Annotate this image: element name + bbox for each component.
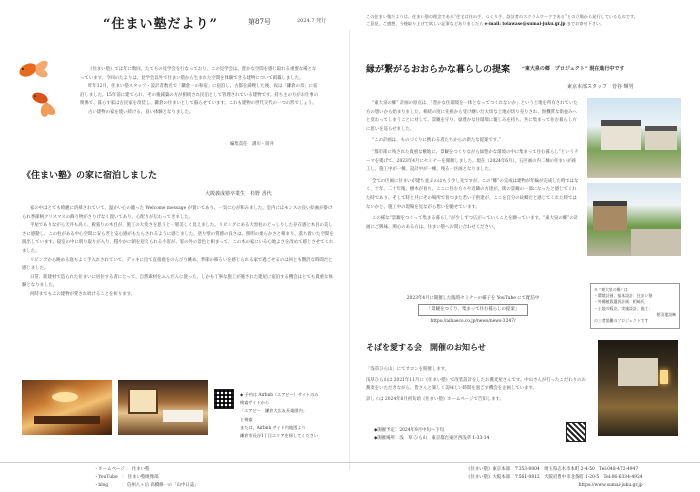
event-info — [374, 427, 489, 444]
partners-line: の三者協働のプロジェクトです — [594, 318, 649, 324]
booking-note-line: 検索サイトから — [240, 400, 270, 406]
partners-line: 相羽建設㈱ — [656, 311, 676, 317]
newsletter-title: “住まい塾だより” — [103, 17, 218, 32]
article3-title: そばを愛する会 開催のお知らせ — [366, 342, 486, 352]
project-partners-box — [590, 283, 680, 329]
project-houses-photo — [587, 98, 681, 178]
partners-line: ※ “東大泉の郷” は — [594, 287, 628, 292]
footer-divider — [0, 462, 700, 463]
article1-author: 大阪義成塾卒業生 杉野 香代 — [205, 191, 272, 197]
partners-line: ・土地の販売、実施設計、施工： — [594, 305, 653, 311]
bed-shape — [163, 410, 203, 422]
article3-body — [366, 366, 590, 406]
contact-email[interactable]: e-mail: toiawase@sumai-juku.gr.jp — [484, 21, 566, 26]
footer-website-link[interactable]: https://www.sumai-juku.gr.jp — [578, 483, 643, 488]
living-room-photo — [22, 380, 112, 435]
pendant-lamp-shape — [52, 392, 78, 402]
event-place: ◆開催場所：浅 草 ひら山 東京都台東区西浅草 1-33-14 — [374, 436, 490, 442]
project-street-photo — [587, 183, 681, 256]
video-url-link[interactable]: https://aibaeco.co.jp/news/news-3247/ — [430, 319, 516, 324]
booking-note-line: または、Airbnb サイト内地図より — [240, 424, 306, 430]
article2-body — [366, 100, 580, 235]
bedroom-photo — [118, 380, 208, 435]
intro-paragraph: 《住まい塾》では年に数回、たてもの見学会を行なっており、この見学会は、豊かな空間を感じ取れる重要な場となっています。今回のたよりは、見学会以外で住まい塾から生まれた空間を体験できる建物について掲載しました。 — [80, 67, 317, 81]
header-note — [366, 13, 696, 27]
booking-note-line: 「エアビー 鎌倉大広＆長楽園内」 — [240, 408, 307, 414]
airbnb-qr-code-icon[interactable] — [214, 389, 234, 409]
article1-body — [22, 205, 334, 300]
header-note-line1: この住まい塾だよりは、住まい塾の理念である“住宅は住み手、つくり手、設計者のスクラムワークである”との立場から発行しているものです。 — [366, 14, 638, 19]
header-note-line2-text: ご意見、ご感想、今後取り上げて欲しい記事などありましたら — [366, 21, 484, 26]
footer-tokyo-office: 《住まい塾》東京本部 〒353-0004 埼玉県志木市本町 2-4-50 Tel:048-472-4947 — [466, 467, 639, 472]
article2-subtitle: “東大泉の郷 プロジェクト” 現在進行中です — [522, 66, 625, 72]
intro-paragraph: 古い建物の家を使い続ける、良い体験となりました。 — [88, 109, 194, 115]
lantern-shape — [660, 370, 668, 384]
house-shape — [593, 201, 627, 231]
article1-title: 《住まい塾》の家に宿泊しました — [22, 171, 158, 181]
article1-paragraph: 家の中はとても綺麗に清掃されていて、温かい心の籠った Welcome message が置いてあり、一気に心が和みました。室内にはモンスの良い絵画が掛けられ季節柄クリスマスの飾り物がさりげなく置いてあり、心配りが伝わってきました。 — [22, 206, 333, 220]
table-shape — [34, 416, 100, 424]
issue-date: 2024.7 発行 — [297, 18, 327, 24]
booking-note-line: と検索 — [240, 416, 253, 422]
booking-note-line: 鎌倉市長谷1丁目エリアを探してください — [240, 433, 319, 439]
footer-osaka-office: 《住まい塾》大阪本部 〒561-0812 大阪府豊中市北条町 1-20-5 Tel:06-6334-4924 — [466, 475, 643, 480]
header-note-line2 — [366, 20, 696, 27]
event-date: ◆開催予定：2024年9月中旬〜下旬 — [374, 428, 445, 433]
article2-paragraph: “都市部に残された貴重な敷地に、景観をつくりながら緑豊かな環境の中に集まって住む暮らし”というテーマを掲げて、2023年4月にセミナーを開催しました。現在（2024年6月）、五区画の内二棟の住まいが竣工し、施工中が一棟、設計中が一棟、残る一区画となりました。 — [366, 149, 579, 173]
article1-paragraph: リビングから眺める庭もよく手入れされていて、デッキに出て直接庭をのんびり眺め、季節の移ろいを感じられる家で過ごせるのは何とも贅沢な時間だと感じました。 — [22, 257, 333, 272]
partners-line: ・環境計画、基本設計：住まい塾 — [594, 293, 653, 299]
header-note-line2-end: までお寄せ下さい。 — [566, 21, 605, 26]
booking-notes — [240, 391, 345, 440]
article3-paragraph: 「浅草ひら山」にてサロンを開催します。 — [366, 367, 450, 372]
article1-paragraph: 何時までもこの建物が愛され続けることを祈ります。 — [30, 291, 136, 297]
booking-note-line: ◆ 予約は Airbnb（エアビー）サイトのみ — [240, 392, 319, 397]
article2-title: 縁が繋がるおおらかな暮らしの提案 — [366, 65, 511, 75]
article2-paragraph: この様な“景観をつくって集まる暮らし”が少しずつ広がっていくことを願っています。“東大泉の郷”の計画にご興味、関心のある方は、住まい塾へお問い合わせください。 — [366, 216, 579, 230]
article2-author: 東京本部スタッフ 菅谷 輝男 — [567, 84, 634, 90]
article2-paragraph: 全ての区画に住まいが建ち並ぶのはもう少し先ですが、この“郷”の完成は建物が年輪が完成した時ではなく、十年、二十年後、樹木が育ち、ここに住む方々や近隣の方達が、街の景観の一部になったと感じてくれた時であり、そして時と共にその場所で育つまた若い子供達が、ここを自分の故郷だと感じてくれた時ではないかと、施工中の現場を見ながら想いを馳せています。 — [366, 178, 579, 210]
goldfish-upper-icon — [17, 61, 47, 79]
intro-text — [80, 66, 320, 118]
footer-blog-link[interactable]: ・blog ： 信州八ヶ岳 高橋修一の「山中日誌」 — [94, 483, 199, 488]
page-fold-divider — [349, 30, 350, 470]
footer-contact — [466, 466, 643, 490]
youtube-video-notice — [366, 295, 580, 326]
window-shape — [128, 388, 158, 414]
goldfish-illustration-icon — [6, 52, 66, 122]
website-qr-code-icon[interactable] — [566, 422, 586, 442]
noren-curtain-shape — [618, 358, 658, 386]
article1-paragraph: 日常、新建材で造られた住まいに居住する者にとって、自然素材をふんだんに使った、しかも丁寧な施工が施された建屋に宿泊する機会はとても貴重な体験となりました。 — [22, 274, 333, 289]
footer-links — [94, 466, 199, 490]
footer-youtube-link[interactable]: ・YouTube ： 住まい塾映像部 — [94, 475, 159, 480]
article2-paragraph: “東大泉の郷” 計画の原点は、「豊かな住環境を一体となってつくれないか」という土地を所有されていた方の想いから始まりました。相続の度に先祖から受け継いだ大切な土地が切り売りされ、無機質な街並みへと変わってしまうことに対して、景観を守り、緑豊かな住環境に親しみを持ち、共に集まって住む暮らし方に思いを巡らせました。 — [366, 101, 578, 132]
video-title-box[interactable]: 「景観をつくり、集まって住む暮らしの提案」 — [418, 304, 528, 316]
article2-paragraph: “この計画は、ものづくりに携わる者たちからの新たな提案です。” — [372, 138, 502, 144]
article1-paragraph: 平屋でありながら天井も高く、板張りの木目が、施工の大変さを思うと一層美しく見えました。リビングにある大黒柱のどっしりした存在感と木目の美しさに感動し、この柱がある中心空間に安らぎと安心感がもたらされるように感じました。塗り壁の質感の良さは、照明の柔らかさと相まり、落ち着いた空間を演出しています。寝室の中に明り取りが入り、穏やかに朝を迎えられる小窓が、窓の外の景色と相まって、この木の家にいる心地よさを改めて感じさせてくれました。 — [22, 223, 334, 254]
path-shape — [631, 229, 681, 256]
article3-paragraph: 詳しくは 2024年8月初旬頃《住まい塾》ホームページで告知します。 — [366, 396, 504, 402]
soba-restaurant-photo — [598, 340, 678, 436]
house-shape — [601, 120, 641, 150]
editor-signature: 編集責任 溝川・筒井 — [230, 142, 274, 147]
house-shape — [645, 126, 677, 150]
issue-number: 第87号 — [248, 18, 271, 26]
intro-paragraph: 昨年12月、住まい塾スタッフ・設計者数名で「鎌倉一の和宿」に宿泊し、古都を満喫した後、夜は「鎌倉の奈」に宿泊しました。15年前に建てられ、その後減築の方が相続され民泊として管理されている建物です。持ち主の方がお仕事の関係で、暮らす家は古民家を改装し、鎌倉の住まいとして蘇らせています。これも建物の世代交代の一つの形でしょう。 — [80, 84, 319, 107]
article3-paragraph: 浅草ひら山は 2021年11月に《住まい塾》で改装設計をしたお蕎麦屋さんです。中山さんが打ったこだわりのお蕎麦をいただきながら、皆さんと楽しく美味しい時間を過ごす機会を企画しています。 — [366, 377, 586, 392]
partners-line: ・外構植栽選択計画：相崎氏 — [594, 299, 645, 305]
video-line: 2023年4月に開催した臨時セミナーの様子を YouTube にて配信中 — [406, 296, 540, 301]
footer-homepage-link[interactable]: ・ホームページ ： 住まい塾 — [94, 467, 150, 472]
goldfish-lower-icon — [31, 91, 55, 117]
